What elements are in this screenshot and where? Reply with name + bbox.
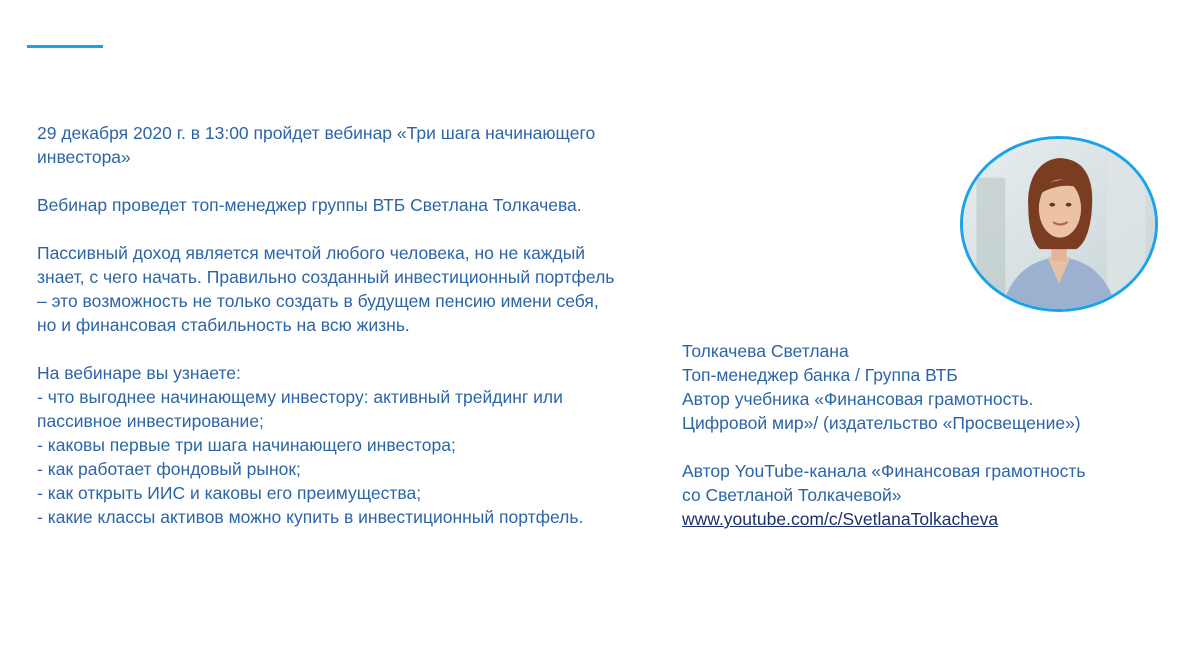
speaker-channel-line: Автор YouTube-канала «Финансовая грамотность	[682, 461, 1086, 481]
youtube-channel-link[interactable]: www.youtube.com/c/SvetlanaTolkacheva	[682, 509, 999, 529]
webinar-description	[37, 121, 617, 529]
speaker-name: Толкачева Светлана	[682, 341, 849, 361]
speaker-portrait	[960, 136, 1158, 312]
learn-item: - как работает фондовый рынок;	[37, 459, 301, 479]
speaker-book-line: Автор учебника «Финансовая грамотность.	[682, 389, 1034, 409]
speaker-channel-line: со Светланой Толкачевой»	[682, 485, 902, 505]
speaker-position: Топ-менеджер банка / Группа ВТБ	[682, 365, 958, 385]
spacer	[682, 435, 1182, 459]
description-text: Пассивный доход является мечтой любого человека, но не каждый знает, с чего начать. Правильно созданный инвестиционный портфель – это возможность не только создать в будущем пенсию имени себя, но и финансовая стабильность на всю жизнь.	[37, 243, 615, 335]
host-text: Вебинар проведет топ-менеджер группы ВТБ Светлана Толкачева.	[37, 195, 582, 215]
learn-item: - что выгоднее начинающему инвестору: активный трейдинг или пассивное инвестирование;	[37, 387, 563, 431]
learn-item: - каковы первые три шага начинающего инвестора;	[37, 435, 456, 455]
speaker-book-line: Цифровой мир»/ (издательство «Просвещение»)	[682, 413, 1081, 433]
speaker-info	[682, 339, 1182, 531]
learn-item: - какие классы активов можно купить в инвестиционный портфель.	[37, 507, 584, 527]
learn-heading: На вебинаре вы узнаете:	[37, 363, 241, 383]
learn-item: - как открыть ИИС и каковы его преимущества;	[37, 483, 422, 503]
intro-text: 29 декабря 2020 г. в 13:00 пройдет вебинар «Три шага начинающего инвестора»	[37, 123, 596, 167]
accent-bar	[27, 45, 103, 48]
portrait-image	[963, 139, 1155, 309]
